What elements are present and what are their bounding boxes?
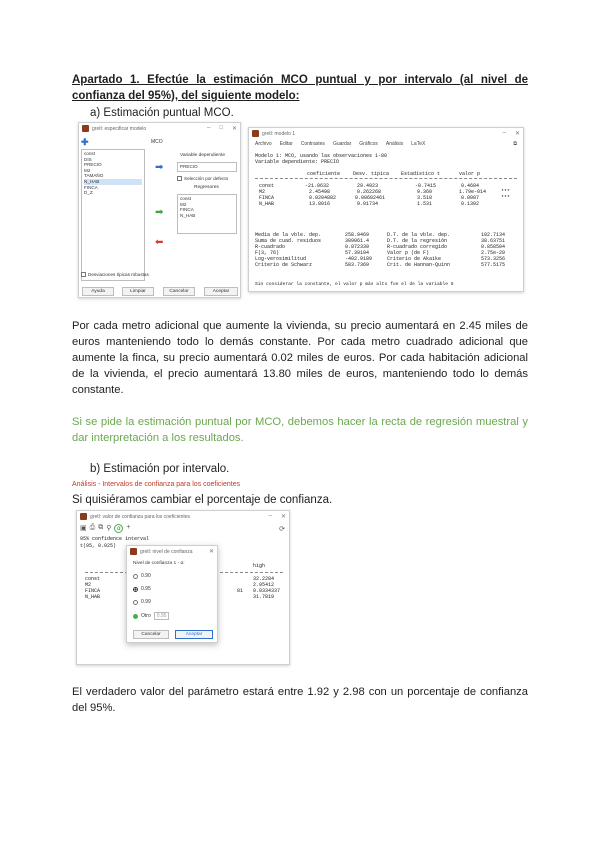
minimize-icon[interactable]: – [207, 125, 211, 131]
maximize-icon[interactable]: □ [219, 125, 223, 131]
radio-099[interactable] [133, 599, 151, 605]
row-name: N_HAB [259, 201, 275, 207]
menu-item-latex[interactable]: LaTeX [411, 141, 426, 147]
dependent-field[interactable]: PRECIO [177, 162, 237, 172]
close-icon[interactable]: ✕ [514, 131, 520, 137]
list-item[interactable]: DIS [84, 156, 92, 162]
dialog-title: gretl: especificar modelo [92, 125, 147, 132]
ci-line-2: t(95, 0.025) [80, 543, 117, 549]
list-item[interactable]: M2 [84, 167, 91, 173]
analysis-menu-path: Análisis - Intervalos de confianza para los coeficientes [72, 481, 241, 488]
add-icon[interactable]: + [126, 524, 131, 531]
note-paragraph: Si se pide la estimación puntual por MCO, debemos hacer la recta de regresión muestral y dar interpretación a los resultados. [72, 416, 528, 444]
stat-label: R-cuadrado [255, 244, 286, 250]
list-item[interactable]: const [84, 151, 95, 156]
save-icon[interactable]: ▣ [80, 525, 87, 532]
stat-label: D.T. de la vble. dep. [387, 232, 451, 238]
close-icon[interactable]: ✕ [280, 514, 286, 520]
model-line-1: Modelo 1: MCO, usando las observaciones 1-80 [255, 153, 388, 159]
row-coef: 2.45498 [309, 189, 331, 195]
gretl-app-icon [252, 130, 259, 137]
ci-row-name: N_HAB [85, 594, 101, 600]
menu-item-editar[interactable]: Editar [279, 141, 293, 147]
stats-block [249, 232, 524, 272]
ci-row-name: M2 [85, 582, 92, 588]
stat-value: 583.7369 [345, 262, 370, 268]
dependent-label: Variable dependiente [180, 153, 225, 158]
radio-label: 0.90 [141, 573, 151, 579]
row-se: 29.4923 [357, 183, 379, 189]
accept-button[interactable]: Aceptar [175, 630, 213, 639]
ci-row-name: const [85, 576, 101, 582]
radio-090[interactable] [133, 573, 151, 579]
dialog-title: gretl: nivel de confianza [140, 548, 193, 555]
menu-item-graficos[interactable]: Gráficos [359, 141, 378, 147]
list-item[interactable]: const [180, 196, 191, 201]
cancel-button[interactable]: Cancelar [163, 287, 195, 296]
list-item[interactable]: FINCA [180, 207, 194, 213]
ci-line-1: 95% confidence interval [80, 536, 150, 542]
arrow-right-icon[interactable]: ➡ [155, 162, 164, 173]
stat-value: -402.9189 [345, 256, 373, 262]
list-item[interactable]: M2 [180, 201, 187, 207]
list-item[interactable]: PRECIO [84, 162, 102, 168]
stat-label: R-cuadrado corregido [387, 244, 448, 250]
gretl-app-icon [82, 125, 89, 132]
ci-high-value: 32.2284 [253, 576, 275, 582]
row-name: M2 [259, 189, 266, 195]
stat-label: D.T. de la regresión [387, 238, 448, 244]
confidence-label: Nivel de confianza 1 - α: [133, 561, 185, 566]
row-p: 1.79e-014 [459, 189, 487, 195]
ci-mid-value: 81 [237, 588, 244, 594]
row-name: const [259, 183, 275, 189]
clear-button[interactable]: Limpiar [122, 287, 154, 296]
ci-high-value: 2.95412 [253, 582, 275, 588]
row-t: 1.531 [417, 201, 433, 207]
menu-item-archivo[interactable]: Archivo [255, 141, 272, 147]
gretl-app-icon [130, 548, 137, 555]
minimize-icon[interactable]: – [268, 513, 272, 519]
col-header-p: valor p [459, 171, 481, 177]
list-item[interactable]: TAMAÑO [84, 173, 104, 179]
row-p: 0.1302 [461, 201, 480, 207]
gretl-app-icon [80, 513, 87, 520]
ci-high-header: high [253, 563, 266, 569]
row-se: 9.01734 [357, 201, 379, 207]
stat-label: Criterio de Akaike [387, 256, 442, 262]
stat-value: 2.75e-20 [481, 250, 506, 256]
stat-value: 57.39104 [345, 250, 370, 256]
ci-row-name: FINCA [85, 588, 101, 594]
stat-label: Crit. de Hannan-Quinn [387, 262, 451, 268]
row-stars: *** [501, 195, 511, 201]
conclusion-paragraph: El verdadero valor del parámetro estará entre 1.92 y 2.98 con un porcentaje de confianza del 95%. [72, 686, 528, 714]
close-icon[interactable]: ✕ [208, 549, 214, 555]
ci-high-value: 0.0334337 [253, 588, 281, 594]
radio-other[interactable] [133, 612, 169, 620]
subsection-b-title: b) Estimación por intervalo. [90, 463, 230, 475]
col-header-t: Estadístico t [401, 171, 441, 177]
add-regressor-arrow-icon[interactable]: ➡ [155, 207, 164, 218]
interpretation-paragraph: Por cada metro adicional que aumente la vivienda, su precio aumentará en 2.45 miles de euros manteniendo todo lo demás constante. Por cada metro cuadrado adicional que aumente la finca, su precio aumentará 0.02 miles de euros. Por cada habitación adicional de la vivienda, el precio aumentará 13.80 miles de euros, manteniendo todo lo demás constante. [72, 320, 528, 396]
row-coef: 13.8016 [309, 201, 331, 207]
default-selection-checkbox[interactable] [177, 176, 228, 181]
stat-label: Criterio de Schwarz [255, 262, 313, 268]
row-coef: -21.0632 [305, 183, 330, 189]
model-footnote: Sin considerar la constante, el valor p más alto fue el de la variable 5 [255, 282, 454, 287]
stat-label: Valor p (de F) [387, 250, 430, 256]
menu-bar [249, 139, 523, 149]
list-item[interactable]: D_Z [84, 190, 93, 196]
print-icon[interactable]: ⎙ [89, 524, 96, 531]
list-item[interactable]: FINCA [84, 184, 98, 190]
row-t: -0.7415 [415, 183, 437, 189]
radio-095-selected[interactable] [133, 586, 151, 592]
copy-icon[interactable]: ⧉ [513, 141, 517, 147]
mco-specify-dialog [78, 122, 241, 298]
row-t: 9.360 [417, 189, 433, 195]
heading-text: . Efectúe la estimación MCO puntual y por intervalo (al nivel de confianza del 95%), del siguiente modelo: [72, 74, 528, 102]
row-p: 0.0007 [461, 195, 480, 201]
other-value-field[interactable]: 0.95 [154, 612, 170, 620]
row-name: FINCA [259, 195, 275, 201]
search-icon[interactable]: ⚲ [106, 525, 112, 532]
stat-value: 573.3256 [481, 256, 506, 262]
section-heading [72, 72, 528, 104]
radio-label: 0.99 [141, 599, 151, 605]
variable-list[interactable] [81, 149, 145, 281]
menu-item-analisis[interactable]: Análisis [385, 141, 404, 147]
radio-label: Otro [141, 613, 151, 619]
coef-table [249, 183, 524, 209]
confidence-level-dialog [126, 545, 218, 643]
stat-value: 38.63751 [481, 238, 506, 244]
window-title: gretl: valor de confianza para los coeficientes [90, 513, 191, 520]
robust-se-checkbox[interactable] [81, 272, 149, 277]
stat-label: F(3, 76) [255, 250, 280, 256]
refresh-icon[interactable]: ⟳ [279, 526, 285, 533]
subsection-a-title: a) Estimación puntual MCO. [90, 107, 234, 119]
stat-label: Suma de cuad. residuos [255, 238, 322, 244]
checkbox-label: Selección por defecto [184, 176, 229, 181]
add-icon[interactable]: ✚ [81, 137, 89, 147]
window-title: gretl: modelo 1 [262, 130, 296, 137]
stat-value: 0.872339 [345, 244, 370, 250]
stat-value: 258.9469 [345, 232, 370, 238]
copy-icon[interactable]: ⧉ [98, 524, 104, 531]
minimize-icon[interactable]: – [502, 130, 506, 136]
table-divider [255, 178, 517, 179]
col-header-se: Desv. típica [353, 171, 390, 177]
row-coef: 0.0204882 [309, 195, 337, 201]
row-se: 0.00602461 [355, 195, 386, 201]
close-icon[interactable]: ✕ [231, 126, 237, 132]
alpha-icon[interactable]: α [114, 524, 123, 533]
col-header-coef: coeficiente [307, 171, 341, 177]
stat-value: 577.5175 [481, 262, 506, 268]
help-button[interactable]: Ayuda [82, 287, 114, 296]
list-item[interactable]: N_HAB [180, 212, 196, 218]
row-t: 3.518 [417, 195, 433, 201]
accept-button[interactable]: Aceptar [204, 287, 238, 296]
row-p: 0.4604 [461, 183, 480, 189]
row-stars: *** [501, 189, 511, 195]
radio-label: 0.95 [141, 586, 151, 592]
regressors-label: Regresores [194, 185, 219, 190]
stat-label: Log-verosimilitud [255, 256, 307, 262]
stat-value: 309061.4 [345, 238, 370, 244]
model-type-label: MCO [151, 139, 163, 145]
stat-value: 0.858504 [481, 244, 506, 250]
toolbar [80, 524, 130, 533]
stat-value: 102.7134 [481, 232, 506, 238]
menu-item-guardar[interactable]: Guardar [332, 141, 352, 147]
remove-regressor-arrow-icon[interactable]: ⬅ [155, 237, 164, 248]
list-item-selected[interactable]: N_HAB [84, 179, 142, 185]
model-line-2: Variable dependiente: PRECIO [255, 159, 340, 165]
menu-item-contrastes[interactable]: Contrastes [300, 141, 325, 147]
ci-high-value: 31.7819 [253, 594, 275, 600]
heading-prefix: Apartado 1 [72, 74, 137, 86]
regressors-list[interactable] [177, 194, 237, 234]
row-se: 0.262268 [357, 189, 382, 195]
change-confidence-text: Si quisiéramos cambiar el porcentaje de confianza. [72, 494, 333, 506]
model-output-window [248, 127, 524, 292]
stat-label: Media de la vble. dep. [255, 232, 322, 238]
checkbox-label: Desviaciones típicas robustas [88, 272, 149, 277]
cancel-button[interactable]: Cancelar [133, 630, 169, 639]
